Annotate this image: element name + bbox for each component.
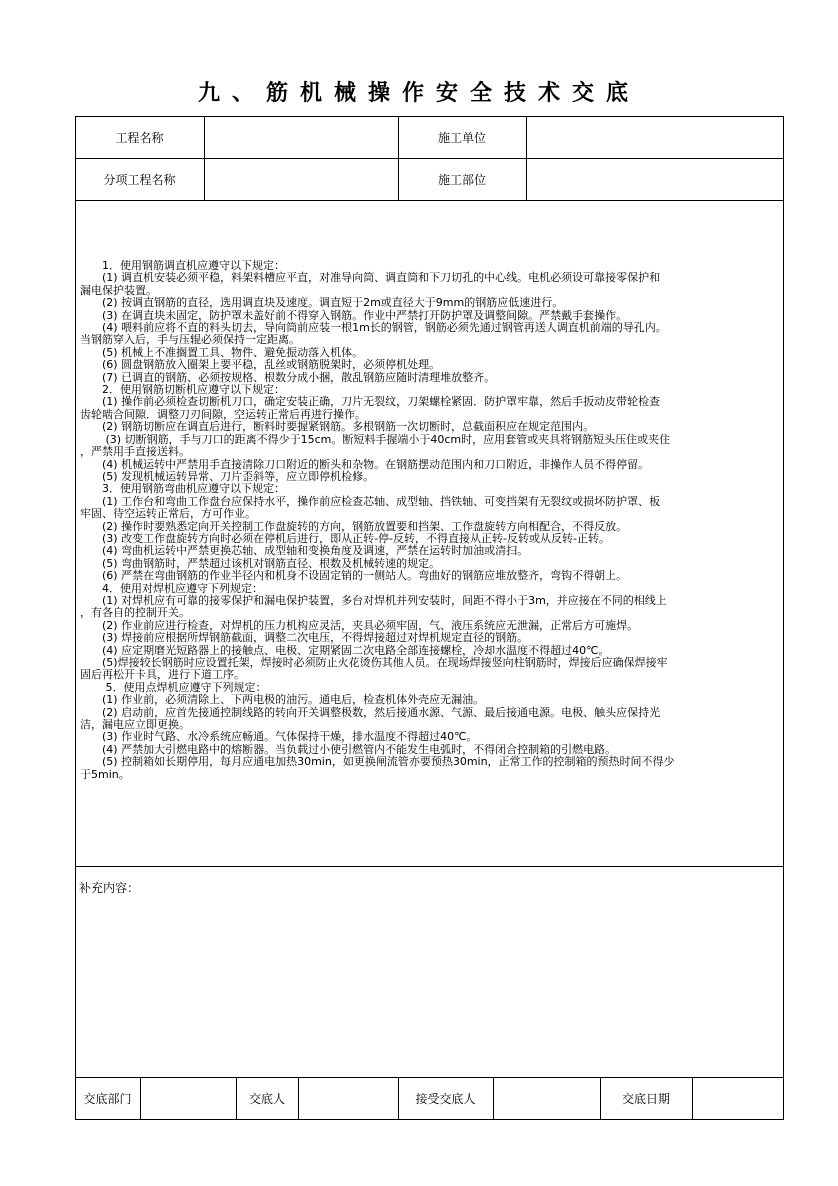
construction-unit-field[interactable] [526,116,784,158]
project-name-label: 工程名称 [115,130,164,145]
row-divider [75,200,784,201]
dept-field[interactable] [140,1077,236,1120]
receiver-field[interactable] [493,1077,600,1120]
content-line: 当钢筋穿入后，手与压辊必须保持一定距离。 [80,333,300,347]
content-line: 齿轮啮合间隙．调整刀刃间隙，空运转正常后再进行操作。 [80,407,366,421]
content-line: (4) 应定期磨光短路器上的接触点、电极、定期紧固二次电路全部连接螺栓，冷却水温度不得超过40℃。 [80,643,610,657]
supplement-label: 补充内容： [79,881,140,895]
row-divider [75,866,784,867]
content-line: (1) 操作前必须检查切断机刀口，确定安装正确，刀片无裂纹，刀架螺栓紧固．防护罩牢靠，然后手扳动皮带轮检查 [80,395,661,409]
content-line: 于5min。 [80,767,130,781]
content-line: (1) 调直机安装必须平稳，料架料槽应平直，对准导向筒、调直筒和下刀切孔的中心线。电机必须设可靠接零保护和 [80,271,661,285]
content-line: ，有各自的控制开关。 [80,606,190,620]
content-line: (5) 弯曲钢筋时，严禁超过该机对钢筋直径、根数及机械转速的规定。 [80,556,441,570]
content-line: 5．使用点焊机应遵守下列规定： [80,680,267,694]
date-label: 交底日期 [621,1092,670,1106]
sub-project-field[interactable] [204,158,398,200]
content-line: 牢固、待空运转正常后，方可作业。 [80,507,256,521]
content-line: (4) 弯曲机运转中严禁更换芯轴、成型轴和变换角度及调速，严禁在运转时加油或清扫。 [80,544,529,558]
content-line: (2) 钢筋切断应在调直后进行，断料时要握紧钢筋。多根钢筋一次切断时，总截面积应在规定范围内。 [80,420,595,434]
content-line: (3) 焊接前应根据所焊钢筋截面，调整二次电压，不得焊接超过对焊机规定直径的钢筋。 [80,631,529,645]
discloser-field[interactable] [298,1077,398,1120]
content-line: (1) 工作台和弯曲工作盘台应保持水平，操作前应检查芯轴、成型轴、挡铁轴、可变挡架有无裂纹或损坏防护罩、板 [80,494,661,508]
content-line: (5) 机械上不准搁置工具、物件、避免振动落入机体。 [80,345,364,359]
content-line: (3) 切断钢筋，手与刀口的距离不得少于15cm。断短料手握端小于40cm时，应用套管或夹具将钢筋短头压住或夹住 [80,432,671,446]
construction-unit-label: 施工单位 [437,130,486,145]
content-line: (2) 作业前应进行检查，对焊机的压力机构应灵活，夹具必须牢固，气、液压系统应无泄漏，正常后方可施焊。 [80,618,639,632]
content-line: (3) 在调直块未固定，防护罩未盖好前不得穿入钢筋。作业中严禁打开防护罩及调整间隙。严禁戴手套操作。 [80,308,628,322]
content-line: (3) 作业时气路、水冷系统应畅通。气体保持干燥，排水温度不得超过40℃。 [80,730,478,744]
content-line: (5) 发现机械运转异常、刀片歪斜等，应立即停机检修。 [80,469,375,483]
content-line: (6) 严禁在弯曲钢筋的作业半径内和机身不设固定销的一侧站人。弯曲好的钢筋应堆放整齐，弯钩不得朝上。 [80,569,628,583]
content-line: 1．使用钢筋调直机应遵守以下规定： [80,259,285,272]
content-line: (1) 对焊机应有可靠的接零保护和漏电保护装置，多台对焊机并列安装时，间距不得小于3m，并应接在不同的相线上 [80,593,667,607]
content-line: (5)焊接较长钢筋时应设置托架，焊接时必须防止火花烫伤其他人员。在现场焊接竖向柱钢筋时，焊接后应确保焊接牢 [80,656,668,669]
content-line: ，严禁用手直接送料。 [80,445,190,459]
content-line: (4) 喂料前应将不直的料头切去，导向筒前应装一根1m长的钢管，钢筋必须先通过钢管再送人调直机前端的导孔内。 [80,321,667,335]
content-line: 洁，漏电应立即更换。 [80,718,190,732]
document-title: 九、筋机械操作安全技术交底 [197,81,640,106]
content-line: (4) 严禁加大引燃电路中的熔断器。当负载过小使引燃管内不能发生电弧时，不得闭合控制箱的引燃电路。 [80,742,617,756]
content-line: (1) 作业前，必须清除上、下两电极的油污。通电后，检查机体外壳应无漏油。 [80,693,485,707]
content-line: 4．使用对焊机应遵守下列规定： [80,581,263,595]
sub-project-label: 分项工程名称 [103,172,176,187]
content-line: 固后再松开卡具，进行下道工序。 [80,668,245,682]
content-line: (5) 控制箱如长期停用，每月应通电加热30min，如更换闸流管亦要预热30min，正常工作的控制箱的预热时间不得少 [80,755,675,769]
content-line: (6) 圆盘钢筋放入圈架上要平稳，乱丝或钢筋脱架时，必须停机处理。 [80,358,441,372]
date-field[interactable] [692,1077,784,1120]
content-line: (3) 改变工作盘旋转方向时必须在停机后进行，即从正转-停-反转，不得直接从正转-反转或从反转-正转。 [80,531,610,545]
content-line: (4) 机械运转中严禁用手直接清除刀口附近的断头和杂物。在钢筋摆动范围内和刀口附近，非操作人员不得停留。 [80,457,650,471]
content-line: 2．使用钢筋切断机应遵守以下规定： [80,383,285,397]
content-line: (7) 已调直的钢筋、必须按规格、根数分成小捆，散乱钢筋应随时清理堆放整齐。 [80,370,496,384]
dept-label: 交底部门 [83,1092,132,1106]
content-line: 漏电保护装置。 [80,283,157,297]
project-name-field[interactable] [204,116,398,158]
receiver-label: 接受交底人 [415,1092,476,1106]
construction-part-label: 施工部位 [437,172,486,187]
construction-part-field[interactable] [526,158,784,200]
discloser-label: 交底人 [248,1092,285,1106]
safety-content [80,260,780,781]
content-line: (2) 按调直钢筋的直径，选用调直块及速度。调直短于2m或直径大于9mm的钢筋应低速进行。 [80,296,564,310]
content-line: (2) 启动前，应首先接通控制线路的转向开关调整极数，然后接通水源、气源、最后接通电源。电极、触头应保持光 [80,705,661,719]
content-line: (2) 操作时要熟悉定向开关控制工作盘旋转的方向，钢筋放置要和挡架、工作盘旋转方向相配合，不得反放。 [80,519,628,533]
content-line: 3．使用钢筋弯曲机应遵守以下规定： [80,482,285,496]
